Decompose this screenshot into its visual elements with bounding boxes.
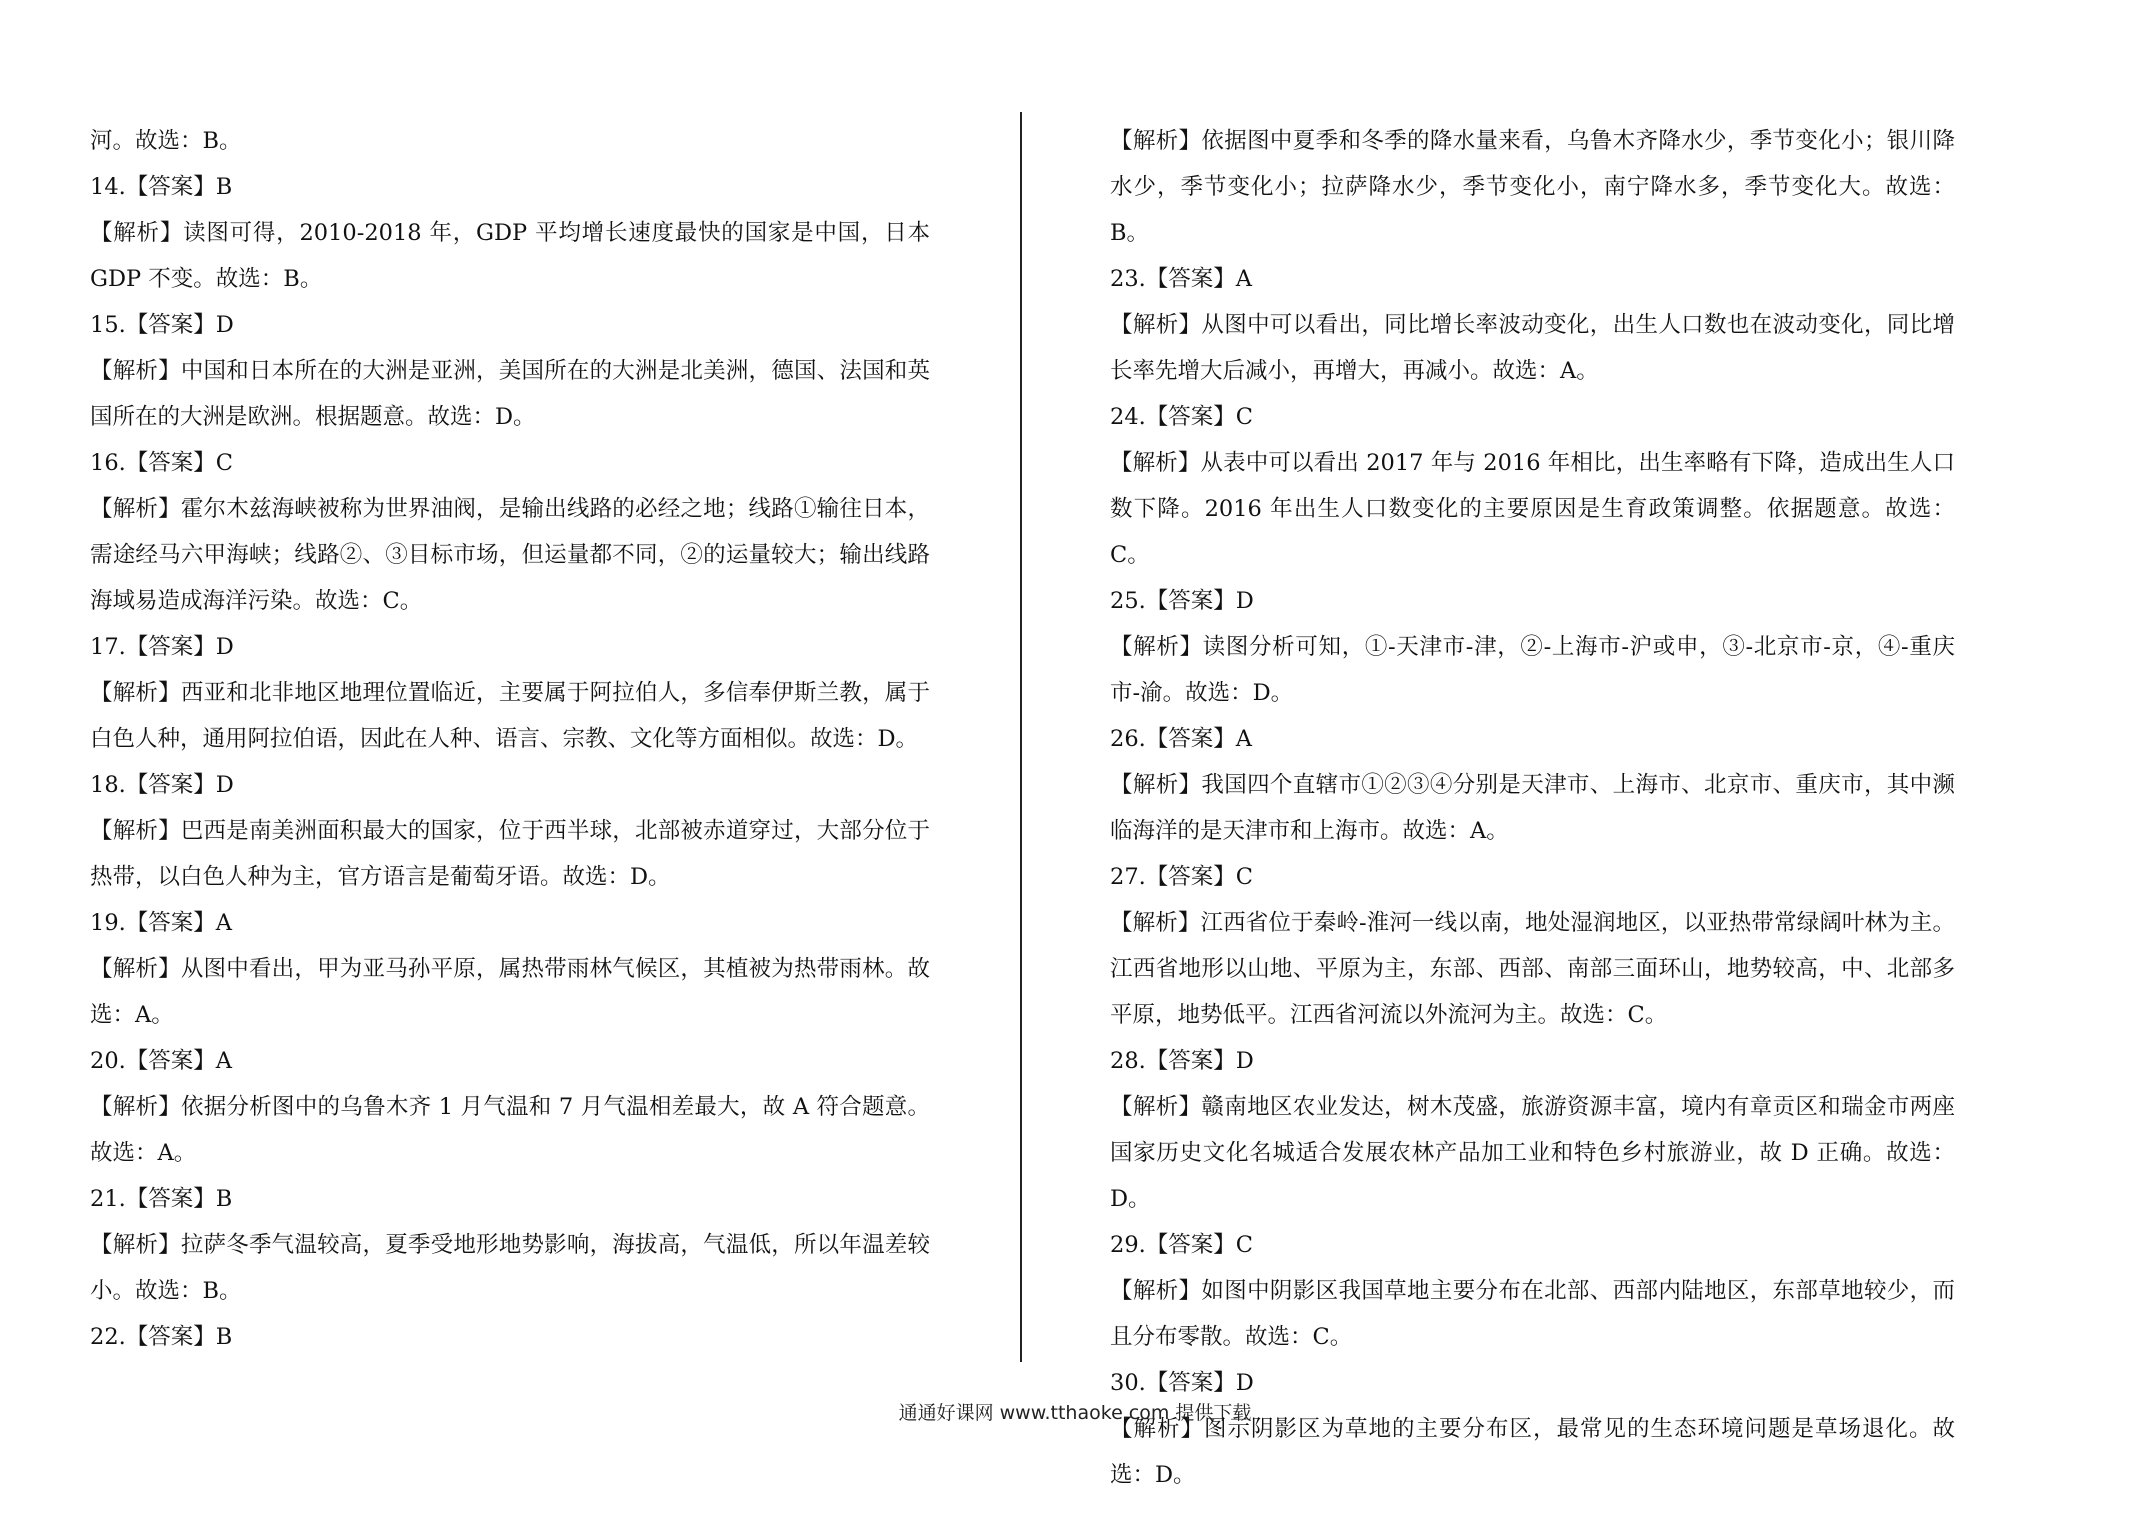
answer-line: 18.【答案】D xyxy=(90,772,234,798)
page-footer: 通通好课网 www.tthaoke.com 提供下载 xyxy=(898,1402,1252,1424)
answer-line: 【解析】如图中阴影区我国草地主要分布在北部、西部内陆地区，东部草地较少，而且分布零散。故选：C。 xyxy=(1110,1278,1955,1350)
answer-line: 28.【答案】D xyxy=(1110,1048,1254,1074)
answer-line: 30.【答案】D xyxy=(1110,1370,1254,1396)
answer-line: 【解析】霍尔木兹海峡被称为世界油阀，是输出线路的必经之地；线路①输往日本，需途经马六甲海峡；线路②、③目标市场，但运量都不同，②的运量较大；输出线路海域易造成海洋污染。故选：C。 xyxy=(90,496,930,614)
answer-line: 【解析】图示阴影区为草地的主要分布区，最常见的生态环境问题是草场退化。故选：D。 xyxy=(1110,1416,1955,1488)
answer-line: 23.【答案】A xyxy=(1110,266,1253,292)
answer-line: 【解析】我国四个直辖市①②③④分别是天津市、上海市、北京市、重庆市，其中濒临海洋的是天津市和上海市。故选：A。 xyxy=(1110,772,1955,844)
answer-line: 【解析】读图分析可知，①-天津市-津，②-上海市-沪或申，③-北京市-京，④-重庆市-渝。故选：D。 xyxy=(1110,634,1955,706)
right-column xyxy=(1110,118,1955,1498)
left-column xyxy=(90,118,930,1360)
answer-line: 20.【答案】A xyxy=(90,1048,233,1074)
answer-line: 25.【答案】D xyxy=(1110,588,1254,614)
answer-line: 24.【答案】C xyxy=(1110,404,1253,430)
answer-line: 河。故选：B。 xyxy=(90,128,242,154)
answer-line: 【解析】西亚和北非地区地理位置临近，主要属于阿拉伯人，多信奉伊斯兰教，属于白色人种，通用阿拉伯语，因此在人种、语言、宗教、文化等方面相似。故选：D。 xyxy=(90,680,930,752)
answer-line: 【解析】依据分析图中的乌鲁木齐 1 月气温和 7 月气温相差最大，故 A 符合题意。故选：A。 xyxy=(90,1094,930,1166)
answer-line: 【解析】江西省位于秦岭-淮河一线以南，地处湿润地区，以亚热带常绿阔叶林为主。江西省地形以山地、平原为主，东部、西部、南部三面环山，地势较高，中、北部多平原，地势低平。江西省河流以外流河为主。故选：C。 xyxy=(1110,910,1955,1028)
answer-line: 14.【答案】B xyxy=(90,174,233,200)
answer-line: 【解析】拉萨冬季气温较高，夏季受地形地势影响，海拔高，气温低，所以年温差较小。故选：B。 xyxy=(90,1232,930,1304)
answer-line: 26.【答案】A xyxy=(1110,726,1253,752)
answer-line: 27.【答案】C xyxy=(1110,864,1253,890)
answer-line: 【解析】读图可得，2010-2018 年，GDP 平均增长速度最快的国家是中国，日本 GDP 不变。故选：B。 xyxy=(90,220,930,292)
column-divider xyxy=(1020,112,1022,1362)
answer-line: 【解析】从表中可以看出 2017 年与 2016 年相比，出生率略有下降，造成出生人口数下降。2016 年出生人口数变化的主要原因是生育政策调整。依据题意。故选：C。 xyxy=(1110,450,1955,568)
answer-line: 【解析】从图中可以看出，同比增长率波动变化，出生人口数也在波动变化，同比增长率先增大后减小，再增大，再减小。故选：A。 xyxy=(1110,312,1955,384)
answer-line: 21.【答案】B xyxy=(90,1186,233,1212)
answer-line: 19.【答案】A xyxy=(90,910,233,936)
answer-line: 15.【答案】D xyxy=(90,312,234,338)
answer-line: 29.【答案】C xyxy=(1110,1232,1253,1258)
answer-line: 【解析】中国和日本所在的大洲是亚洲，美国所在的大洲是北美洲，德国、法国和英国所在的大洲是欧洲。根据题意。故选：D。 xyxy=(90,358,930,430)
answer-line: 22.【答案】B xyxy=(90,1324,233,1350)
answer-line: 17.【答案】D xyxy=(90,634,234,660)
answer-line: 16.【答案】C xyxy=(90,450,233,476)
answer-line: 【解析】依据图中夏季和冬季的降水量来看，乌鲁木齐降水少，季节变化小；银川降水少，季节变化小；拉萨降水少，季节变化小，南宁降水多，季节变化大。故选：B。 xyxy=(1110,128,1955,246)
answer-line: 【解析】巴西是南美洲面积最大的国家，位于西半球，北部被赤道穿过，大部分位于热带，以白色人种为主，官方语言是葡萄牙语。故选：D。 xyxy=(90,818,930,890)
answer-line: 【解析】从图中看出，甲为亚马孙平原，属热带雨林气候区，其植被为热带雨林。故选：A。 xyxy=(90,956,930,1028)
answer-line: 【解析】赣南地区农业发达，树木茂盛，旅游资源丰富，境内有章贡区和瑞金市两座国家历史文化名城适合发展农林产品加工业和特色乡村旅游业，故 D 正确。故选：D。 xyxy=(1110,1094,1955,1212)
